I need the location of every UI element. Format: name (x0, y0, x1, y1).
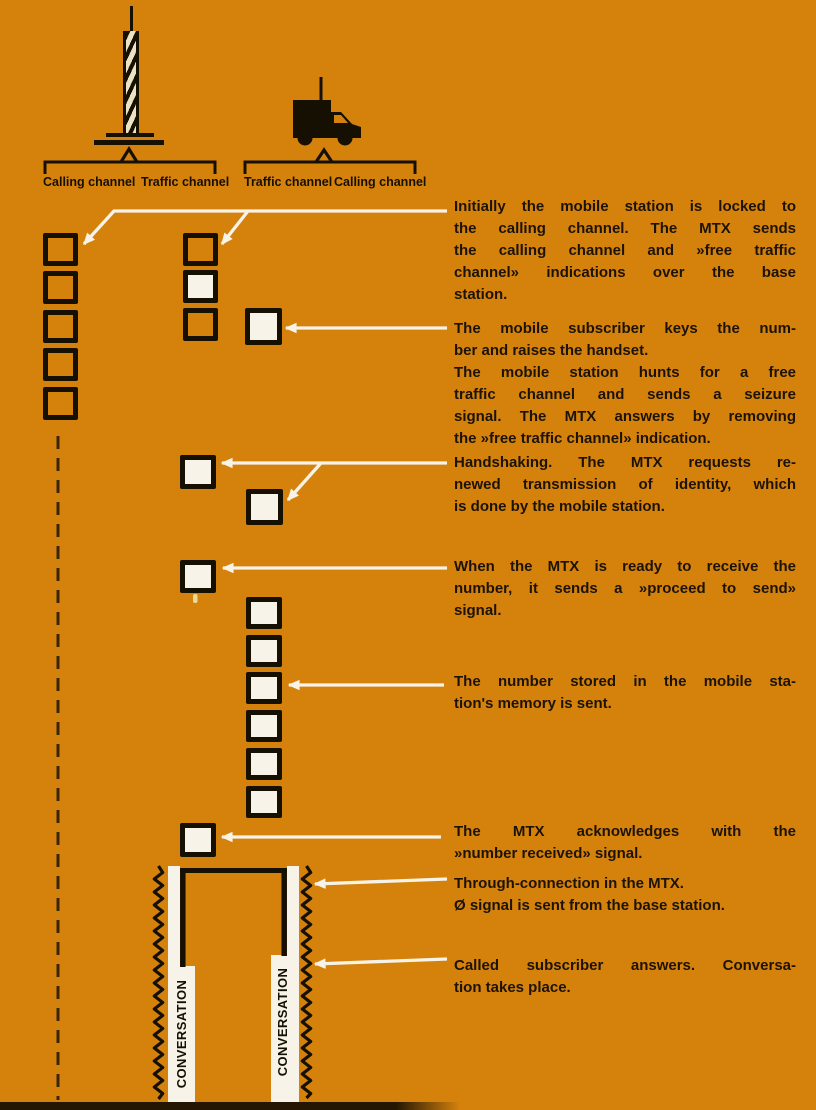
bs-calling-channel-pulses (43, 348, 78, 381)
annotation-paragraph (454, 318, 796, 450)
proceed-to-send-pulse (180, 560, 216, 593)
annotation-paragraph (454, 671, 796, 715)
conversation-label-right: CONVERSATION (275, 967, 290, 1077)
handshake-ms-pulse (246, 489, 283, 525)
annotation-line: The MTX acknowledges with the (454, 823, 796, 840)
bs-calling-channel-pulses (43, 271, 78, 304)
annotation-paragraph (454, 821, 796, 865)
bs-traffic-channel-pulses (183, 270, 218, 303)
number-received-pulse (180, 823, 216, 857)
handshake-bs-pulse (180, 455, 216, 489)
annotation-line: signal. The MTX answers by removing (454, 408, 796, 425)
bs-calling-channel-pulses (43, 387, 78, 420)
annotation-line: the calling channel and »free traffic (454, 242, 796, 259)
pointer-handshaking-branch (288, 463, 321, 500)
page-edge-shadow (0, 1102, 460, 1110)
bracket-caret-base (121, 149, 137, 162)
number-digit-pulses (246, 786, 282, 818)
number-digit-pulses (246, 635, 282, 667)
bracket-mobile-station (245, 162, 415, 174)
bs-calling-channel-pulses (43, 233, 78, 266)
number-digit-pulses (246, 748, 282, 780)
label-bs-traffic-channel: Traffic channel (141, 175, 230, 189)
annotation-paragraph (454, 556, 796, 622)
label-bs-calling-channel: Calling channel (43, 175, 136, 189)
annotation-line: Through-connection in the MTX. (454, 875, 684, 892)
annotation-line: channel» indications over the base (454, 264, 796, 281)
annotation-paragraph (454, 873, 796, 917)
number-digit-pulses (246, 710, 282, 742)
annotation-line: station. (454, 286, 508, 303)
annotation-line: Initially the mobile station is locked to (454, 198, 796, 215)
annotation-line: tion takes place. (454, 979, 571, 996)
annotation-paragraph (454, 955, 796, 999)
bs-traffic-channel-pulses (183, 308, 218, 341)
pointer-through-connection (315, 879, 447, 884)
annotation-paragraph (454, 196, 796, 306)
pointer-conversation (315, 959, 447, 964)
annotation-line: the calling channel. The MTX sends (454, 220, 796, 237)
conversation-label-left: CONVERSATION (174, 979, 189, 1089)
pointer-initial-locked-branch (222, 211, 248, 244)
annotation-line: number, it sends a »proceed to send» (454, 580, 796, 597)
label-ms-traffic-channel: Traffic channel (244, 175, 333, 189)
annotation-line: is done by the mobile station. (454, 498, 665, 515)
zigzag-line-right (302, 866, 310, 1098)
annotation-line: Ø signal is sent from the base station. (454, 897, 725, 914)
annotation-line: The number stored in the mobile sta- (454, 673, 796, 690)
pointer-initial-locked (84, 211, 447, 244)
annotation-line: the »free traffic channel» indication. (454, 430, 711, 447)
annotation-line: traffic channel and sends a seizure (454, 386, 796, 403)
annotation-line: ber and raises the handset. (454, 342, 649, 359)
number-digit-pulses (246, 597, 282, 629)
label-ms-calling-channel: Calling channel (334, 175, 427, 189)
small-tick (193, 594, 198, 603)
zigzag-line-left (154, 866, 162, 1099)
annotation-line: Handshaking. The MTX requests re- (454, 454, 796, 471)
annotation-line: When the MTX is ready to receive the (454, 558, 796, 575)
annotation-line: Called subscriber answers. Conversa- (454, 957, 796, 974)
bs-calling-channel-pulses (43, 310, 78, 343)
number-digit-pulses (246, 672, 282, 704)
annotation-line: newed transmission of identity, which (454, 476, 796, 493)
bracket-base-station (45, 162, 215, 174)
bs-traffic-channel-pulses (183, 233, 218, 266)
annotation-line: The mobile station hunts for a free (454, 364, 796, 381)
annotation-line: signal. (454, 602, 502, 619)
ms-seizure-pulse (245, 308, 282, 345)
annotation-line: tion's memory is sent. (454, 695, 612, 712)
annotation-paragraph (454, 452, 796, 518)
annotation-line: The mobile subscriber keys the num- (454, 320, 796, 337)
bracket-caret-mobile (316, 150, 332, 162)
annotation-line: »number received» signal. (454, 845, 643, 862)
